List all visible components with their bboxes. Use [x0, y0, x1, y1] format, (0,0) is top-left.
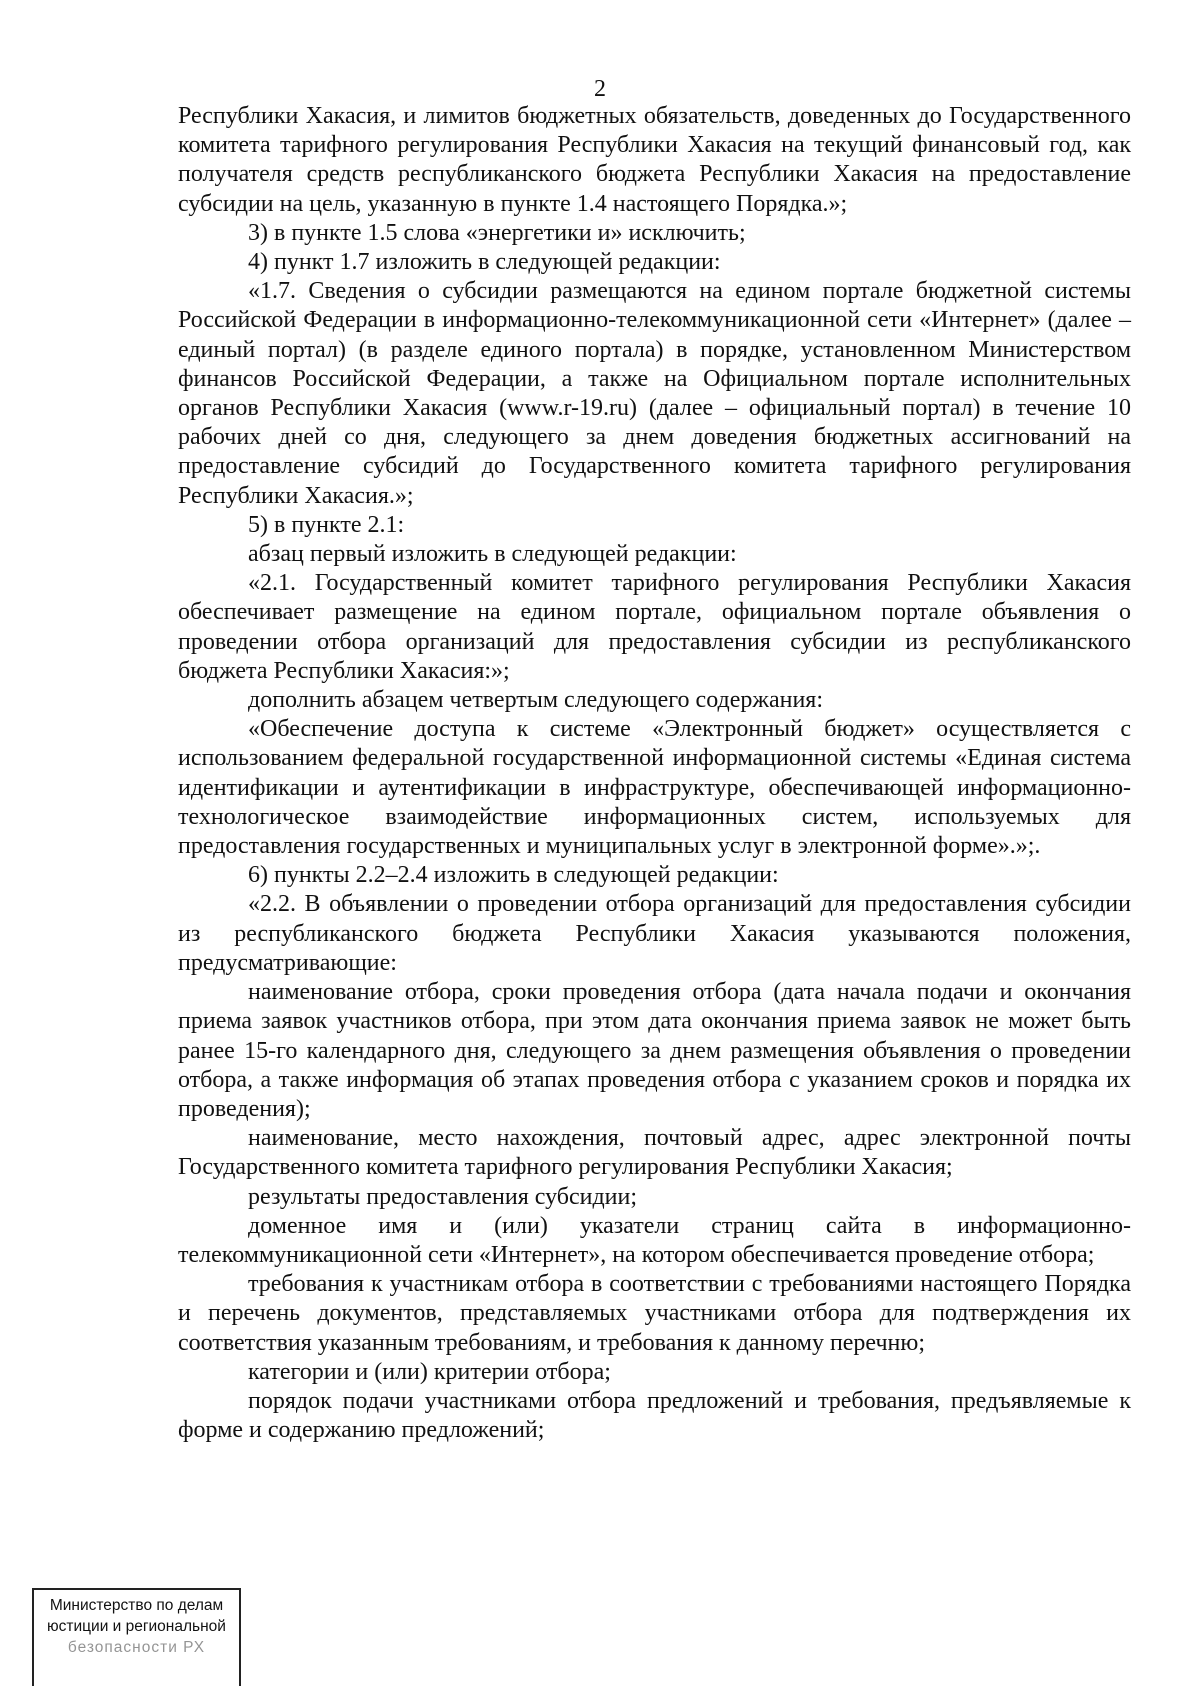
- paragraph: «1.7. Сведения о субсидии размещаются на едином портале бюджетной системы Российской Федерации в информационно-телекоммуникационной сети «Интернет» (далее – единый портал) (в разделе единого портала) в порядке, установленном Министерством финансов Российской Федерации, а также на Официальном портале исполнительных органов Республики Хакасия (www.r-19.ru) (далее – официальный портал) в течение 10 рабочих дней со дня, следующего за днем доведения бюджетных ассигнований на предоставление субсидий до Государственного комитета тарифного регулирования Республики Хакасия.»;: [178, 278, 1131, 509]
- paragraph: наименование, место нахождения, почтовый адрес, адрес электронной почты Государственного комитета тарифного регулирования Республики Хакасия;: [178, 1125, 1131, 1181]
- paragraph: 6) пункты 2.2–2.4 изложить в следующей редакции:: [248, 862, 779, 889]
- stamp-line: юстиции и региональной: [47, 1618, 226, 1635]
- paragraph: наименование отбора, сроки проведения отбора (дата начала подачи и окончания приема заявок участников отбора, при этом дата окончания приема заявок не может быть ранее 15-го календарного дня, следующего за днем размещения объявления о проведении отбора, а также информация об этапах проведения отбора с указанием сроков и порядка их проведения);: [178, 979, 1131, 1122]
- paragraph: дополнить абзацем четвертым следующего содержания:: [248, 687, 823, 714]
- paragraph: категории и (или) критерии отбора;: [248, 1358, 611, 1385]
- stamp-line: Министерство по делам: [49, 1597, 224, 1614]
- paragraph: «2.1. Государственный комитет тарифного регулирования Республики Хакасия обеспечивает размещение на едином портале, официальном портале объявления о проведении отбора организаций для предоставления субсидии из республиканского бюджета Республики Хакасия:»;: [178, 570, 1131, 684]
- paragraph: «2.2. В объявлении о проведении отбора организаций для предоставления субсидии из республиканского бюджета Республики Хакасия указываются положения, предусматривающие:: [178, 891, 1131, 976]
- registration-stamp: [32, 1588, 241, 1686]
- paragraph: доменное имя и (или) указатели страниц сайта в информационно-телекоммуникационной сети «Интернет», на котором обеспечивается проведение отбора;: [178, 1212, 1131, 1268]
- paragraph-continuation: Республики Хакасия, и лимитов бюджетных обязательств, доведенных до Государственного комитета тарифного регулирования Республики Хакасия на текущий финансовый год, как получателя средств республиканского бюджета Республики Хакасия на предоставление субсидии на цель, указанную в пункте 1.4 настоящего Порядка.»;: [178, 103, 1131, 217]
- paragraph: 5) в пункте 2.1:: [248, 511, 405, 538]
- stamp-line: безопасности РХ: [67, 1639, 206, 1656]
- paragraph: 3) в пункте 1.5 слова «энергетики и» исключить;: [248, 219, 746, 246]
- paragraph: результаты предоставления субсидии;: [248, 1183, 638, 1210]
- paragraph: требования к участникам отбора в соответствии с требованиями настоящего Порядка и перечень документов, представляемых участниками отбора для подтверждения их соответствия указанным требованиям, и требования к данному перечню;: [178, 1271, 1131, 1356]
- page-number: 2: [594, 76, 606, 102]
- paragraph: абзац первый изложить в следующей редакции:: [248, 541, 737, 568]
- document-body: [178, 102, 1131, 1445]
- paragraph: 4) пункт 1.7 изложить в следующей редакции:: [248, 249, 721, 276]
- paragraph: «Обеспечение доступа к системе «Электронный бюджет» осуществляется с использованием федеральной государственной информационной системы «Единая система идентификации и аутентификации в инфраструктуре, обеспечивающей информационно-технологическое взаимодействие информационных систем, используемых для предоставления государственных и муниципальных услуг в электронной форме».»;.: [178, 716, 1131, 860]
- paragraph: порядок подачи участниками отбора предложений и требования, предъявляемые к форме и содержанию предложений;: [178, 1387, 1131, 1444]
